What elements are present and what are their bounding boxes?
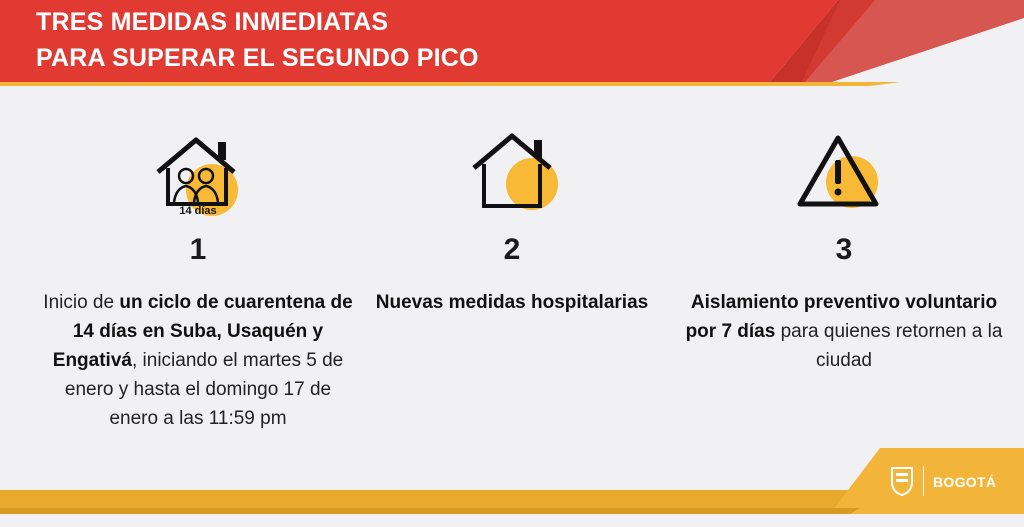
days-label: 14 días	[179, 205, 217, 217]
footer-shape	[0, 448, 1024, 527]
measure-3-text	[684, 288, 1004, 375]
measure-1	[38, 128, 358, 433]
house-icon	[462, 128, 562, 226]
measure-1-text-bold: un ciclo de cuarentena de 14 días en Suba, Usaquén y Engativá	[52, 292, 353, 371]
title-line-2: PARA SUPERAR EL SEGUNDO PICO	[36, 44, 479, 72]
measure-1-text	[38, 288, 358, 433]
measure-3	[684, 128, 1004, 375]
measure-3-text-part: para quienes retornen a la ciudad	[775, 321, 1003, 371]
measure-3-icon-wrap	[684, 128, 1004, 226]
measure-1-icon-wrap	[38, 128, 358, 226]
measure-1-number: 1	[189, 233, 207, 266]
measure-3-number: 3	[835, 233, 853, 266]
title-line-1: TRES MEDIDAS INMEDIATAS	[36, 8, 389, 36]
alcaldia-crest-icon	[885, 464, 919, 498]
bogota-logo-text: BOGOTÁ	[933, 474, 997, 490]
measure-3-text-bold: Aislamiento preventivo voluntario por 7 días	[685, 292, 998, 342]
measure-2	[352, 128, 672, 317]
bogota-logo	[885, 462, 995, 502]
measure-2-number: 2	[503, 233, 521, 266]
measure-2-text	[352, 288, 672, 317]
warning-icon	[794, 128, 894, 226]
measure-1-text-part: Inicio de	[43, 292, 120, 313]
header-banner	[0, 0, 1024, 86]
footer-band	[0, 448, 1024, 527]
logo-divider	[923, 466, 924, 496]
measure-2-icon-wrap	[352, 128, 672, 226]
measure-1-text-part: , iniciando el martes 5 de enero y hasta el domingo 17 de enero a las 11:59 pm	[64, 350, 344, 429]
measure-2-text-bold: Nuevas medidas hospitalarias	[375, 292, 649, 313]
slide-title	[36, 4, 479, 76]
